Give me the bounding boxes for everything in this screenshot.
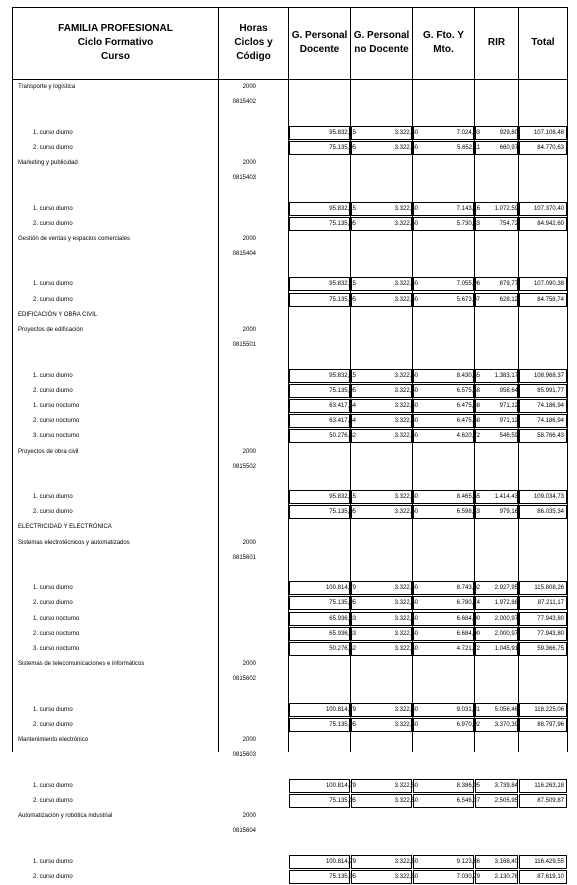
gasto-personal-docente-value: 65.936,33 [329,615,356,622]
table-row [12,763,568,778]
gasto-personal-no-docente-value: 3.322,50 [394,721,418,728]
gasto-funcionamiento-value: 7.024,03 [456,129,480,136]
gasto-funcionamiento-value: 5.730,33 [456,220,480,227]
total-value: 107.090,38 [533,281,564,288]
table-row [12,247,568,262]
table-row [12,748,568,763]
curso-label: 2. curso diurno [33,873,73,880]
table-row [12,126,568,141]
gasto-funcionamiento-value: 6.780,74 [456,600,480,607]
gasto-funcionamiento-value: 6.970,02 [456,721,480,728]
curso-label: 1. curso diurno [33,372,73,379]
header-total: Total [531,37,555,48]
table-row [12,520,568,535]
gasto-personal-no-docente-value: 3.322,50 [394,220,418,227]
table-row [12,536,568,551]
table-row [12,475,568,490]
gasto-personal-docente-value: 95.832,15 [329,129,356,136]
ciclo-label: Gestión de ventas y espacios comerciales [18,235,131,242]
curso-label: 2. curso diurno [33,721,73,728]
total-value: 107.370,40 [533,205,564,212]
gasto-personal-docente-value: 75.135,05 [329,220,356,227]
curso-label: 1. curso nocturno [33,402,80,409]
ciclo-label: Marketing y publicidad [18,159,78,166]
gasto-personal-docente-value: 75.135,05 [329,296,356,303]
table-row [12,277,568,292]
total-value: 118.225,06 [534,706,564,713]
rir-value: 3.739,84 [494,782,518,789]
rir-value: 879,77 [499,281,518,288]
gasto-personal-docente-value: 63.417,64 [329,418,356,425]
gasto-personal-no-docente-value: 3.322,50 [394,782,418,789]
rir-value: 2.000,97 [494,615,518,622]
gasto-funcionamiento-value: 6.575,58 [456,387,480,394]
gasto-personal-no-docente-value: 3.322,50 [394,600,418,607]
curso-label: 1. curso diurno [33,205,73,212]
gasto-personal-docente-value: 75.135,05 [329,509,356,516]
total-value: 85.991,77 [537,387,564,394]
header-rir: RIR [487,37,506,48]
gasto-funcionamiento-value: 6.546,37 [456,797,480,804]
ciclo-label: Sistemas de telecomunicaciones e informáticos [18,661,145,668]
curso-label: 2. curso nocturno [33,630,80,637]
gasto-funcionamiento-value: 8.743,02 [456,585,480,592]
table-row [12,809,568,824]
rir-value: 754,72 [499,220,518,227]
gasto-personal-no-docente-value: 3.322,50 [394,418,418,425]
table-row [12,581,568,596]
total-value: 87.211,17 [537,600,564,607]
gasto-personal-no-docente-value: 3.322,50 [394,858,418,865]
rir-value: 628,12 [499,296,518,303]
ciclo-code: 0815602 [232,676,256,683]
horas-value: 2000 [242,327,256,333]
total-value: 86.035,34 [537,509,564,516]
curso-label: 2. curso diurno [33,296,73,303]
ciclo-code: 0815404 [232,251,256,258]
ciclo-code: 0815601 [232,554,256,561]
gasto-funcionamiento-value: 5.673,07 [456,296,480,303]
gasto-funcionamiento-value: 6.475,68 [456,418,480,425]
gasto-personal-no-docente-value: 3.322,50 [394,706,418,713]
table-row [12,642,568,657]
table-row [12,703,568,718]
gasto-personal-no-docente-value: 3.322,50 [394,402,418,409]
table-row [12,202,568,217]
gasto-personal-docente-value: 95.832,15 [329,494,356,501]
table-row [12,141,568,156]
total-value: 84.758,74 [537,296,564,303]
rir-value: 2.927,95 [494,585,518,592]
gasto-personal-no-docente-value: 3.322,50 [394,372,418,379]
table-row [12,414,568,429]
rir-value: 971,12 [499,418,518,425]
gasto-funcionamiento-value: 8.465,65 [456,494,480,501]
curso-label: 1. curso diurno [33,281,73,288]
table-row [12,779,568,794]
curso-label: 1. curso nocturno [33,615,80,622]
gasto-funcionamiento-value: 6.598,63 [456,509,480,516]
table-row [12,551,568,566]
table-row [12,429,568,444]
table-row [12,399,568,414]
table-row [12,794,568,809]
horas-value: 2000 [242,539,256,546]
gasto-personal-no-docente-value: 3.322,50 [394,387,418,394]
gasto-personal-no-docente-value: 3.322,50 [394,296,418,303]
gasto-personal-docente-value: 63.417,64 [329,402,356,409]
table-row [12,505,568,520]
gasto-funcionamiento-value: 5.652,11 [457,144,480,151]
table-row [12,445,568,460]
rir-value: 2.130,76 [494,873,518,880]
rir-value: 971,12 [499,402,518,409]
horas-value: 2000 [242,159,256,166]
total-value: 109.034,73 [533,494,564,501]
gasto-personal-docente-value: 75.135,05 [329,797,356,804]
total-value: 115.808,26 [534,585,564,592]
curso-label: 2. curso diurno [33,509,73,516]
ciclo-label: Mantenimiento electrónico [18,737,89,744]
ciclo-label: Proyectos de obra civil [18,448,79,455]
header-gasto-funcionamiento: G. Fto. Y Mto. [423,30,464,55]
header-familia: FAMILIA PROFESIONAL Ciclo Formativo Curso [58,23,173,62]
rir-value: 979,16 [499,509,518,516]
rir-value: 958,64 [499,387,518,394]
gasto-personal-no-docente-value: 3.322,50 [394,205,418,212]
table-row [12,657,568,672]
ciclo-code: 0815501 [232,342,256,349]
total-value: 108.968,37 [533,372,564,379]
total-value: 116.263,18 [534,782,564,789]
curso-label: 1. curso diurno [33,129,73,136]
horas-value: 2000 [242,813,256,819]
gasto-personal-no-docente-value: 3.322,50 [394,129,418,136]
table-row [12,596,568,611]
header-horas: Horas Ciclos y Código [234,23,273,62]
rir-value: 1.072,59 [494,205,518,212]
gasto-personal-no-docente-value: 3.322,50 [394,144,418,151]
table-row [12,688,568,703]
table-row [12,217,568,232]
table-row [12,262,568,277]
ciclo-label: Transporte y logística [18,84,76,90]
gasto-personal-docente-value: 100.814,79 [325,858,356,865]
table-row [12,95,568,110]
gasto-personal-docente-value: 100.814,79 [325,585,356,592]
rir-value: 546,59 [499,433,518,440]
gasto-personal-docente-value: 95.832,15 [329,281,356,288]
total-value: 77.943,80 [537,615,564,622]
ciclo-code: 0815604 [232,828,256,835]
gasto-personal-no-docente-value: 3.322,50 [394,615,418,622]
ciclo-code: 0815502 [232,463,256,470]
total-value: 59.366,75 [537,645,564,652]
table-row [12,460,568,475]
total-value: 87.509,87 [537,797,564,804]
table-row [12,338,568,353]
gasto-funcionamiento-value: 8.430,55 [456,372,480,379]
gasto-funcionamiento-value: 7.030,79 [456,873,480,880]
table-row [12,733,568,748]
familia-label: EDIFICACIÓN Y OBRA CIVIL [18,311,98,318]
gasto-funcionamiento-value: 7.055,96 [456,281,480,288]
curso-label: 2. curso diurno [33,220,73,227]
gasto-funcionamiento-value: 8.386,05 [456,782,480,789]
table-row [12,384,568,399]
total-value: 58.766,43 [537,433,564,440]
curso-label: 1. curso diurno [33,782,73,789]
table-row [12,232,568,247]
curso-label: 1. curso diurno [33,585,73,592]
gasto-funcionamiento-value: 9.123,86 [456,858,480,865]
curso-label: 2. curso diurno [33,387,73,394]
curso-label: 1. curso diurno [33,858,73,865]
ciclo-code: 0815402 [232,99,256,106]
table-row [12,855,568,870]
gasto-personal-docente-value: 75.135,05 [329,721,356,728]
gasto-personal-docente-value: 100.814,79 [325,782,356,789]
gasto-personal-docente-value: 95.832,15 [329,372,356,379]
horas-value: 2000 [242,661,256,668]
rir-value: 929,80 [499,129,518,136]
gasto-personal-no-docente-value: 3.322,50 [394,585,418,592]
total-value: 88.797,96 [537,721,564,728]
table-row [12,186,568,201]
table-row [12,672,568,687]
gasto-personal-no-docente-value: 3.322,50 [394,494,418,501]
header-gasto-personal-docente: G. Personal Docente [291,30,348,55]
familia-label: ELECTRICIDAD Y ELECTRÓNICA [18,524,112,531]
ciclo-label: Proyectos de edificación [18,327,84,333]
gasto-personal-docente-value: 50.276,62 [329,433,356,440]
rir-value: 1.414,43 [494,494,518,501]
table-row [12,171,568,186]
total-value: 84.942,60 [537,220,564,227]
gasto-personal-docente-value: 75.135,05 [329,144,356,151]
gasto-funcionamiento-value: 9.031,31 [456,706,480,713]
table-row [12,293,568,308]
gasto-funcionamiento-value: 4.620,72 [456,433,480,440]
ciclo-code: 0815603 [232,752,256,759]
horas-value: 2000 [242,737,256,744]
rir-value: 2.505,95 [494,797,518,804]
rir-value: 3.370,39 [494,721,518,728]
total-value: 107.108,48 [533,129,564,136]
gasto-personal-docente-value: 100.814,79 [325,706,356,713]
ciclo-label: Sistemas electrotécnicos y automatizados [18,539,130,546]
table-row [12,323,568,338]
horas-value: 2000 [242,448,256,455]
ciclo-label: Automatización y robótica industrial [18,813,113,819]
total-value: 74.186,94 [537,418,564,425]
curso-label: 3. curso nocturno [33,433,80,440]
rir-value: 660,97 [499,144,518,151]
table-row [12,308,568,323]
table-row [12,566,568,581]
gasto-personal-no-docente-value: 3.322,50 [394,645,418,652]
table-row [12,156,568,171]
table-row [12,490,568,505]
table-row [12,80,568,95]
table-row [12,718,568,733]
rir-value: 5.056,46 [494,706,518,713]
header-gasto-personal-no-docente: G. Personal no Docente [353,30,410,55]
gasto-funcionamiento-value: 7.143,16 [456,205,480,212]
curso-label: 1. curso diurno [33,494,73,501]
rir-value: 3.168,40 [494,858,518,865]
gasto-personal-docente-value: 75.135,05 [329,873,356,880]
gasto-funcionamiento-value: 6.684,00 [456,615,480,622]
total-value: 84.770,63 [537,144,564,151]
budget-table [12,7,568,880]
gasto-funcionamiento-value: 6.475,68 [456,402,480,409]
curso-label: 2. curso diurno [33,600,73,607]
rir-value: 1.972,88 [494,600,518,607]
ciclo-code: 0815403 [232,175,256,182]
gasto-funcionamiento-value: 6.684,00 [456,630,480,637]
table-row [12,839,568,854]
table-row [12,110,568,125]
rir-value: 1.045,91 [494,645,518,652]
gasto-personal-no-docente-value: 3.322,50 [394,433,418,440]
gasto-personal-no-docente-value: 3.322,50 [394,873,418,880]
gasto-personal-no-docente-value: 3.322,50 [394,630,418,637]
rir-value: 1.383,17 [494,372,518,379]
curso-label: 2. curso diurno [33,144,73,151]
curso-label: 1. curso diurno [33,706,73,713]
gasto-personal-no-docente-value: 3.322,50 [394,509,418,516]
gasto-personal-no-docente-value: 3.322,50 [394,797,418,804]
gasto-personal-docente-value: 75.135,05 [329,600,356,607]
gasto-personal-docente-value: 75.135,05 [329,387,356,394]
table-row [12,824,568,839]
rir-value: 2.000,97 [494,630,518,637]
curso-label: 2. curso nocturno [33,418,80,425]
gasto-personal-docente-value: 50.276,62 [329,645,356,652]
horas-value: 2000 [242,235,256,242]
total-value: 116.429,55 [534,858,564,865]
total-value: 87.619,10 [537,873,564,880]
curso-label: 3. curso nocturno [33,645,80,652]
table-row [12,627,568,642]
table-row [12,612,568,627]
table-row [12,369,568,384]
curso-label: 2. curso diurno [33,797,73,804]
table-body [12,80,568,885]
gasto-personal-docente-value: 65.936,33 [329,630,356,637]
total-value: 74.186,94 [537,402,564,409]
gasto-personal-no-docente-value: 3.322,50 [394,281,418,288]
total-value: 77.943,80 [537,630,564,637]
gasto-personal-docente-value: 95.832,15 [329,205,356,212]
gasto-funcionamiento-value: 4.721,72 [456,645,480,652]
horas-value: 2000 [242,84,256,90]
table-row [12,353,568,368]
table-row [12,870,568,885]
